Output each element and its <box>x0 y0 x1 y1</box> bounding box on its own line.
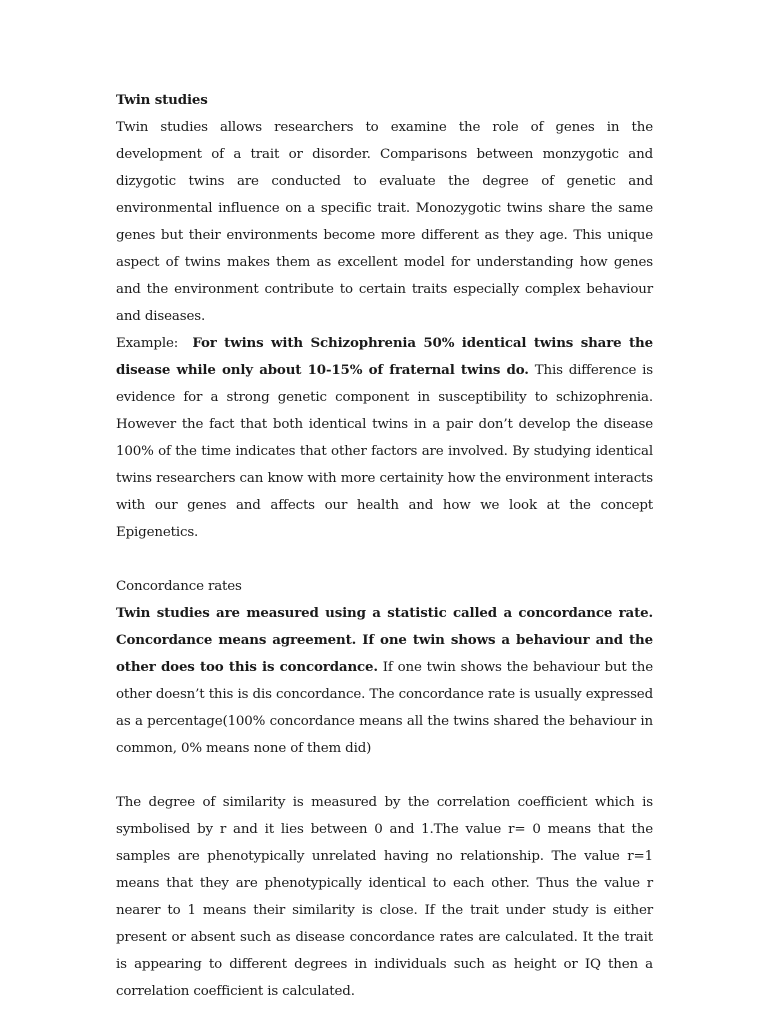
concordance-bold-text: Twin studies are measured using a statistic called a concordance rate. Concordance means agreement. If one twin shows a behaviour and the other does too this is concordance. <box>116 605 653 675</box>
twin-studies-heading: Twin studies <box>116 92 208 108</box>
concordance-paragraph <box>116 600 653 762</box>
example-paragraph <box>116 330 653 546</box>
section-spacer <box>116 762 653 789</box>
twin-studies-intro-paragraph: Twin studies allows researchers to examine the role of genes in the development of a trait or disorder. Comparisons between monzygotic and dizygotic twins are conducted to evaluate the degree of genetic and environmental influence on a specific trait. Monozygotic twins share the same genes but their environments become more different as they age. This unique aspect of twins makes them as excellent model for understanding how genes and the environment contribute to certain traits especially complex behaviour and diseases. <box>116 120 653 324</box>
example-rest-text: This difference is evidence for a strong genetic component in susceptibility to schizophrenia. However the fact that both identical twins in a pair don’t develop the disease 100% of the time indicates that other factors are involved. By studying identical twins researchers can know with more certainity how the environment interacts with our genes and affects our health and how we look at the concept Epigenetics. <box>116 363 653 540</box>
example-label: Example: <box>116 336 179 351</box>
concordance-rest-text: If one twin shows the behaviour but the other doesn’t this is dis concordance. The concordance rate is usually expressed as a percentage(100% concordance means all the twins shared the behaviour in common, 0% means none of them did) <box>116 660 654 756</box>
section-spacer <box>116 546 653 573</box>
correlation-paragraph: The degree of similarity is measured by the correlation coefficient which is symbolised by r and it lies between 0 and 1.The value r= 0 means that the samples are phenotypically unrelated having no relationship. The value r=1 means that they are phenotypically identical to each other. Thus the value r nearer to 1 means their similarity is close. If the trait under study is either present or absent such as disease concordance rates are calculated. It the trait is appearing to different degrees in individuals such as height or IQ then a correlation coefficient is calculated. <box>116 795 653 999</box>
concordance-heading: Concordance rates <box>116 579 242 594</box>
example-bold-text: For twins with Schizophrenia 50% identical twins share the disease while only about 10-15% of fraternal twins do. <box>116 335 653 378</box>
document-page <box>116 87 653 1005</box>
